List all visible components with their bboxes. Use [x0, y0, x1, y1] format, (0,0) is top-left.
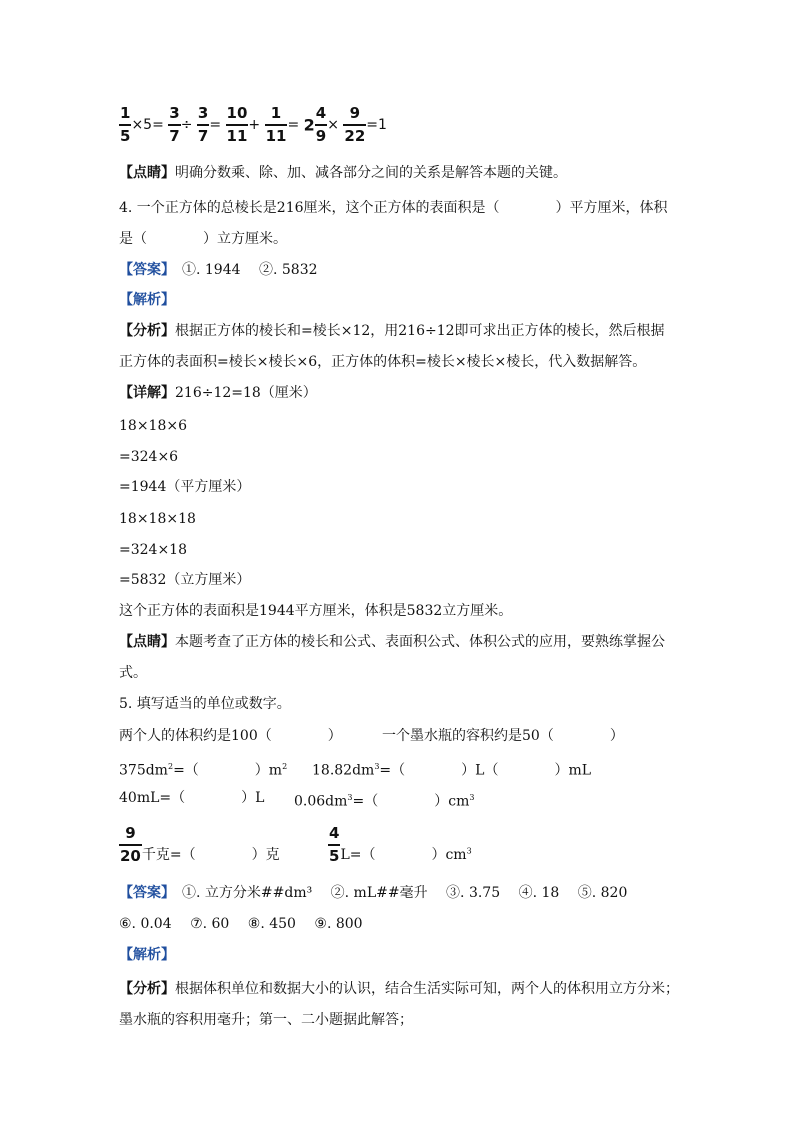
question-5-fenxi-2: 墨水瓶的容积用毫升；第一、二小题据此解答； — [119, 1012, 413, 1028]
fraction: $\frac{10}{11}$ — [226, 104, 248, 145]
question-4-line-1: 4. 一个正方体的总棱长是216厘米，这个正方体的表面积是（ ）平方厘米，体积 — [119, 200, 668, 216]
calc-step: 18×18×18 — [119, 511, 196, 527]
question-5-row-1b: 一个墨水瓶的容积约是50（ ） — [382, 728, 624, 744]
calc-step: =1944（平方厘米） — [119, 479, 251, 495]
question-5-row-1a: 两个人的体积约是100（ ） — [119, 728, 342, 744]
dianjing-note: 【点睛】明确分数乘、除、加、减各部分之间的关系是解答本题的关键。 — [119, 165, 567, 181]
question-4-answer: 【答案】 ①. 1944 ②. 5832 — [119, 262, 318, 278]
question-4-dianjing-1: 【点睛】本题考查了正方体的棱长和公式、表面积公式、体积公式的应用，要熟练掌握公 — [119, 634, 665, 650]
fraction: $\frac{1}{5}$ — [120, 104, 131, 145]
question-4-xiangjie: 【详解】216÷12=18（厘米） — [119, 385, 317, 401]
question-5-answer-1: 【答案】 ①. 立方分米##dm³ ②. mL##毫升 ③. 3.75 ④. 18 ⑤. 820 — [119, 885, 628, 901]
operator: = — [287, 117, 300, 133]
question-5-row-3b: $0.06dm^3=$（ ）$cm^3$ — [294, 793, 475, 810]
fraction: $\frac{1}{11}$ — [265, 104, 287, 145]
question-5-title: 5. 填写适当的单位或数字。 — [119, 696, 291, 712]
operator: + — [248, 117, 261, 133]
fraction-equation-line — [119, 106, 387, 144]
question-5-answer-2: ⑥. 0.04 ⑦. 60 ⑧. 450 ⑨. 800 — [119, 916, 363, 932]
operator: ×5= — [131, 117, 164, 133]
question-4-fenxi-2: 正方体的表面积=棱长×棱长×6，正方体的体积=棱长×棱长×棱长，代入数据解答。 — [119, 354, 647, 370]
operator: ÷ — [180, 117, 193, 133]
question-4-jiexi: 【解析】 — [119, 292, 175, 308]
question-5-jiexi: 【解析】 — [119, 947, 175, 963]
operator: =1 — [366, 117, 387, 133]
fraction: $\frac{3}{7}$ — [197, 104, 209, 145]
calc-step: =324×6 — [119, 449, 179, 465]
question-4-fenxi-1: 【分析】根据正方体的棱长和=棱长×12，用216÷12即可求出正方体的棱长，然后根据 — [119, 323, 665, 339]
question-5-row-2b: $18.82dm^3=$（ ）L（ ）mL — [312, 762, 592, 779]
question-5-row-2a: $375dm^2=$（ ）$m^2$ — [119, 762, 288, 779]
question-4-dianjing-2: 式。 — [119, 665, 147, 681]
question-4-conclusion: 这个正方体的表面积是1944平方厘米，体积是5832立方厘米。 — [119, 603, 513, 619]
calc-step: =324×18 — [119, 542, 187, 558]
fraction: $\frac{3}{7}$ — [169, 104, 180, 145]
question-5-fenxi-1: 【分析】根据体积单位和数据大小的认识，结合生活实际可知，两个人的体积用立方分米； — [119, 981, 679, 997]
question-5-fraction-a: $\frac{9}{20}$ 千克=（ ）克 — [120, 824, 280, 865]
question-5-row-3a: 40mL=（ ）L — [119, 790, 265, 806]
fraction: $\frac{4}{9}$ — [315, 104, 327, 145]
mixed-number-whole: 2 — [303, 115, 315, 135]
calc-step: 18×18×6 — [119, 418, 187, 434]
operator: = — [209, 117, 222, 133]
fraction: $\frac{9}{22}$ — [344, 104, 366, 145]
question-4-line-2: 是（ ）立方厘米。 — [119, 231, 287, 247]
operator: × — [327, 117, 339, 133]
question-5-fraction-b: $\frac{4}{5}$ L=（ ）$cm^3$ — [329, 824, 472, 865]
calc-step: =5832（立方厘米） — [119, 572, 251, 588]
